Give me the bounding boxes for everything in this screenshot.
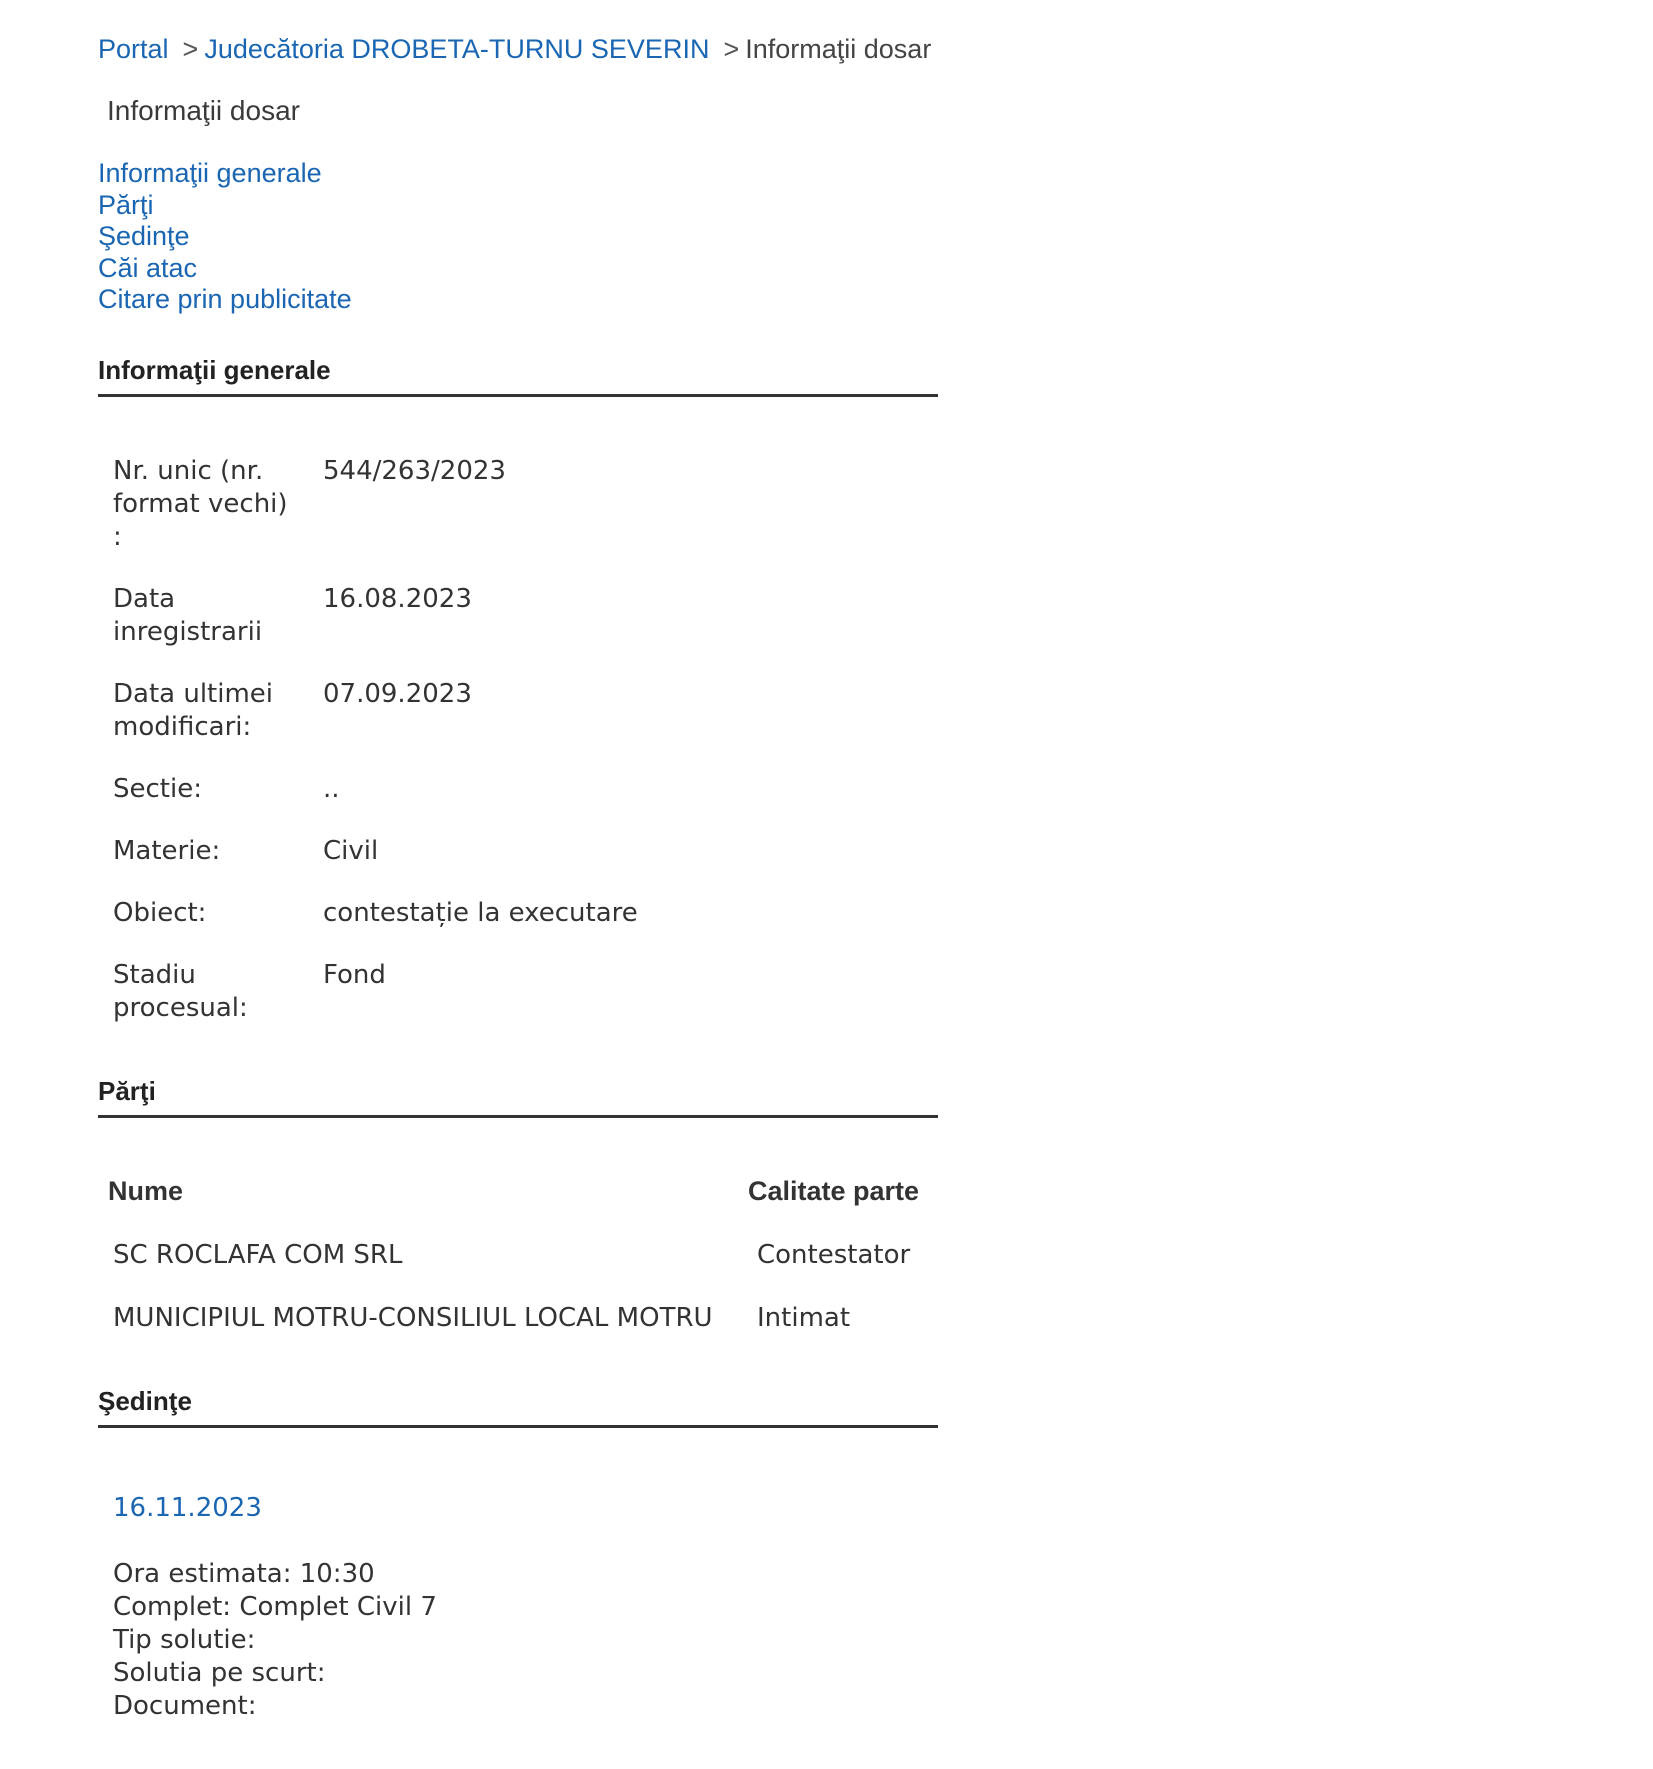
parti-table [108,1176,938,1366]
info-label: Data ultimei modificari: [113,679,274,742]
section-nav [98,158,352,316]
breadcrumb-separator: > [182,34,199,64]
sedinta-complet: Complet: Complet Civil 7 [113,1592,437,1622]
info-value: Civil [323,836,379,866]
info-label: Sectie: [113,774,202,804]
column-header-nume: Nume [108,1176,184,1206]
nav-link-sedinte[interactable]: Şedinţe [98,221,190,251]
info-general-table [113,455,638,1054]
info-value: 07.09.2023 [323,679,472,709]
table-row [108,1303,938,1366]
info-row-data-inregistrarii [113,583,638,649]
info-row-materie [113,835,638,868]
section-header-parti: Părţi [98,1076,938,1118]
party-name: MUNICIPIUL MOTRU-CONSILIUL LOCAL MOTRU [113,1303,713,1333]
nav-link-cai-atac[interactable]: Căi atac [98,252,198,283]
info-row-data-ultimei-modificari [113,678,638,744]
sedinta-details [113,1558,437,1723]
table-row [108,1226,938,1303]
sedinta-tip-solutie: Tip solutie: [113,1625,256,1655]
info-row-obiect [113,897,638,930]
parti-table-header [108,1176,938,1226]
section-header-informatii-generale: Informaţii generale [98,355,938,397]
breadcrumb-separator: > [723,34,740,64]
page-title: Informaţii dosar [107,95,300,126]
info-label: Materie: [113,836,221,866]
info-value: contestație la executare [323,898,638,928]
info-row-nr-unic [113,455,638,554]
info-label: Nr. unic (nr. format vechi) : [113,456,288,552]
sedinta-document: Document: [113,1691,257,1721]
sedinta-solutia: Solutia pe scurt: [113,1658,326,1688]
info-value: .. [323,774,340,804]
party-name: SC ROCLAFA COM SRL [113,1240,403,1270]
breadcrumb-court-link[interactable]: Judecătoria DROBETA-TURNU SEVERIN [204,34,710,64]
info-label: Data inregistrarii [113,584,263,647]
info-label: Stadiu procesual: [113,960,248,1023]
column-header-calitate-parte: Calitate parte [748,1176,920,1206]
sedinta-date-link[interactable]: 16.11.2023 [113,1493,262,1523]
info-value: 544/263/2023 [323,456,506,486]
party-role: Contestator [757,1240,911,1270]
info-row-sectie [113,773,638,806]
nav-link-citare-prin-publicitate[interactable]: Citare prin publicitate [98,284,352,314]
info-value: 16.08.2023 [323,584,472,614]
sedinta-ora: Ora estimata: 10:30 [113,1559,375,1589]
breadcrumb-current: Informaţii dosar [745,34,932,64]
info-row-stadiu-procesual [113,959,638,1025]
party-role: Intimat [757,1303,851,1333]
info-value: Fond [323,960,386,990]
info-label: Obiect: [113,898,207,928]
breadcrumb [98,34,931,65]
section-header-sedinte: Şedinţe [98,1386,938,1428]
breadcrumb-portal-link[interactable]: Portal [98,34,169,64]
nav-link-informatii-generale[interactable]: Informaţii generale [98,158,322,188]
nav-link-parti[interactable]: Părţi [98,189,154,220]
